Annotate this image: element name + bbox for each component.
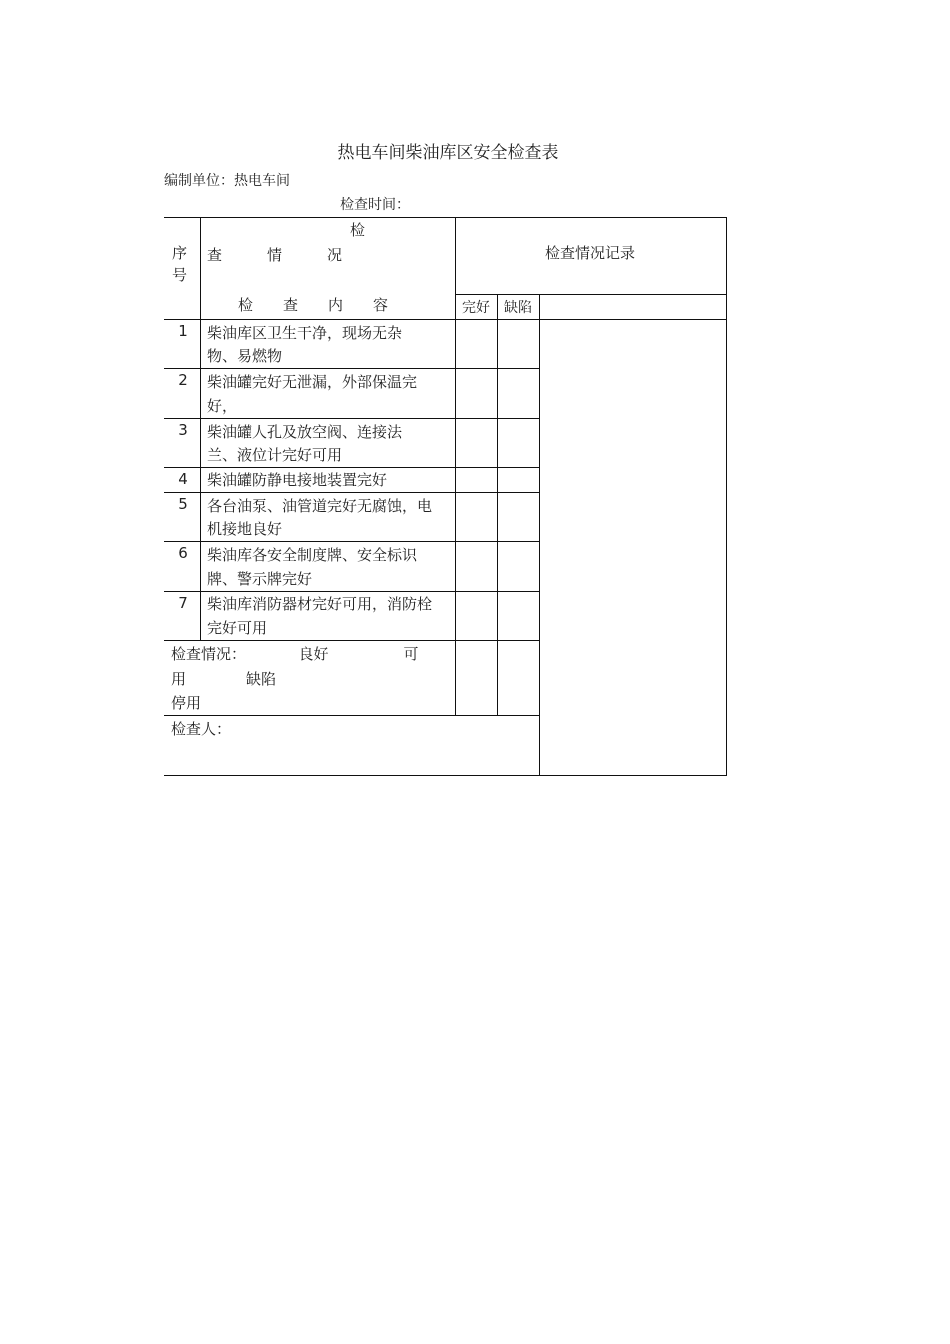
- row-divider: [164, 368, 540, 369]
- status-line3: 停用: [171, 694, 202, 712]
- row-number: 2: [178, 371, 188, 389]
- content-header-bottom: 检 查 内 容: [238, 296, 389, 314]
- table-border-top: [164, 217, 727, 218]
- table-border-bottom: [164, 775, 727, 776]
- row-content-line2: 牌、警示牌完好: [207, 570, 313, 588]
- content-header-mid: 查 情 况: [207, 246, 343, 264]
- row-content-line2: 完好可用: [207, 619, 268, 637]
- status-bottom-line: [164, 715, 540, 716]
- row-divider: [164, 492, 540, 493]
- record-header: 检查情况记录: [545, 244, 636, 262]
- table-border-right: [726, 217, 727, 776]
- row-divider: [164, 418, 540, 419]
- row-content-line1: 柴油罐防静电接地装置完好: [207, 471, 388, 489]
- row-number: 5: [178, 495, 188, 513]
- row-content-line1: 柴油库各安全制度牌、安全标识: [207, 546, 418, 564]
- unit-label: 编制单位：热电车间: [164, 173, 290, 189]
- header-bottom-line: [164, 319, 727, 320]
- row-content-line2: 兰、液位计完好可用: [207, 446, 343, 464]
- defect-column-line: [539, 294, 540, 776]
- row-number: 6: [178, 544, 188, 562]
- row-divider: [164, 640, 540, 641]
- inspector-label: 检查人：: [171, 720, 232, 738]
- check-time-label: 检查时间：: [340, 197, 410, 213]
- seq-header: 序号: [172, 244, 188, 284]
- row-content-line2: 物、易燃物: [207, 347, 283, 365]
- row-content-line2: 机接地良好: [207, 520, 283, 538]
- row-number: 7: [178, 594, 188, 612]
- good-header: 完好: [462, 300, 490, 316]
- row-number: 3: [178, 421, 188, 439]
- status-line2: 用 缺陷: [171, 670, 277, 688]
- content-column-line: [455, 217, 456, 716]
- defect-header: 缺陷: [504, 300, 532, 316]
- row-content-line2: 好，: [207, 397, 238, 415]
- good-column-line: [497, 294, 498, 716]
- row-number: 4: [178, 470, 188, 488]
- page-title: 热电车间柴油库区安全检查表: [337, 143, 559, 163]
- row-content-line1: 柴油罐人孔及放空阀、连接法: [207, 423, 403, 441]
- content-header-top: 检: [350, 221, 366, 239]
- row-content-line1: 各台油泵、油管道完好无腐蚀，电: [207, 497, 433, 515]
- row-content-line1: 柴油罐完好无泄漏，外部保温完: [207, 373, 418, 391]
- row-number: 1: [178, 322, 188, 340]
- status-line1: 检查情况： 良好 可: [171, 645, 419, 663]
- row-content-line1: 柴油库消防器材完好可用，消防栓: [207, 595, 433, 613]
- row-content-line1: 柴油库区卫生干净，现场无杂: [207, 324, 403, 342]
- row-divider: [164, 541, 540, 542]
